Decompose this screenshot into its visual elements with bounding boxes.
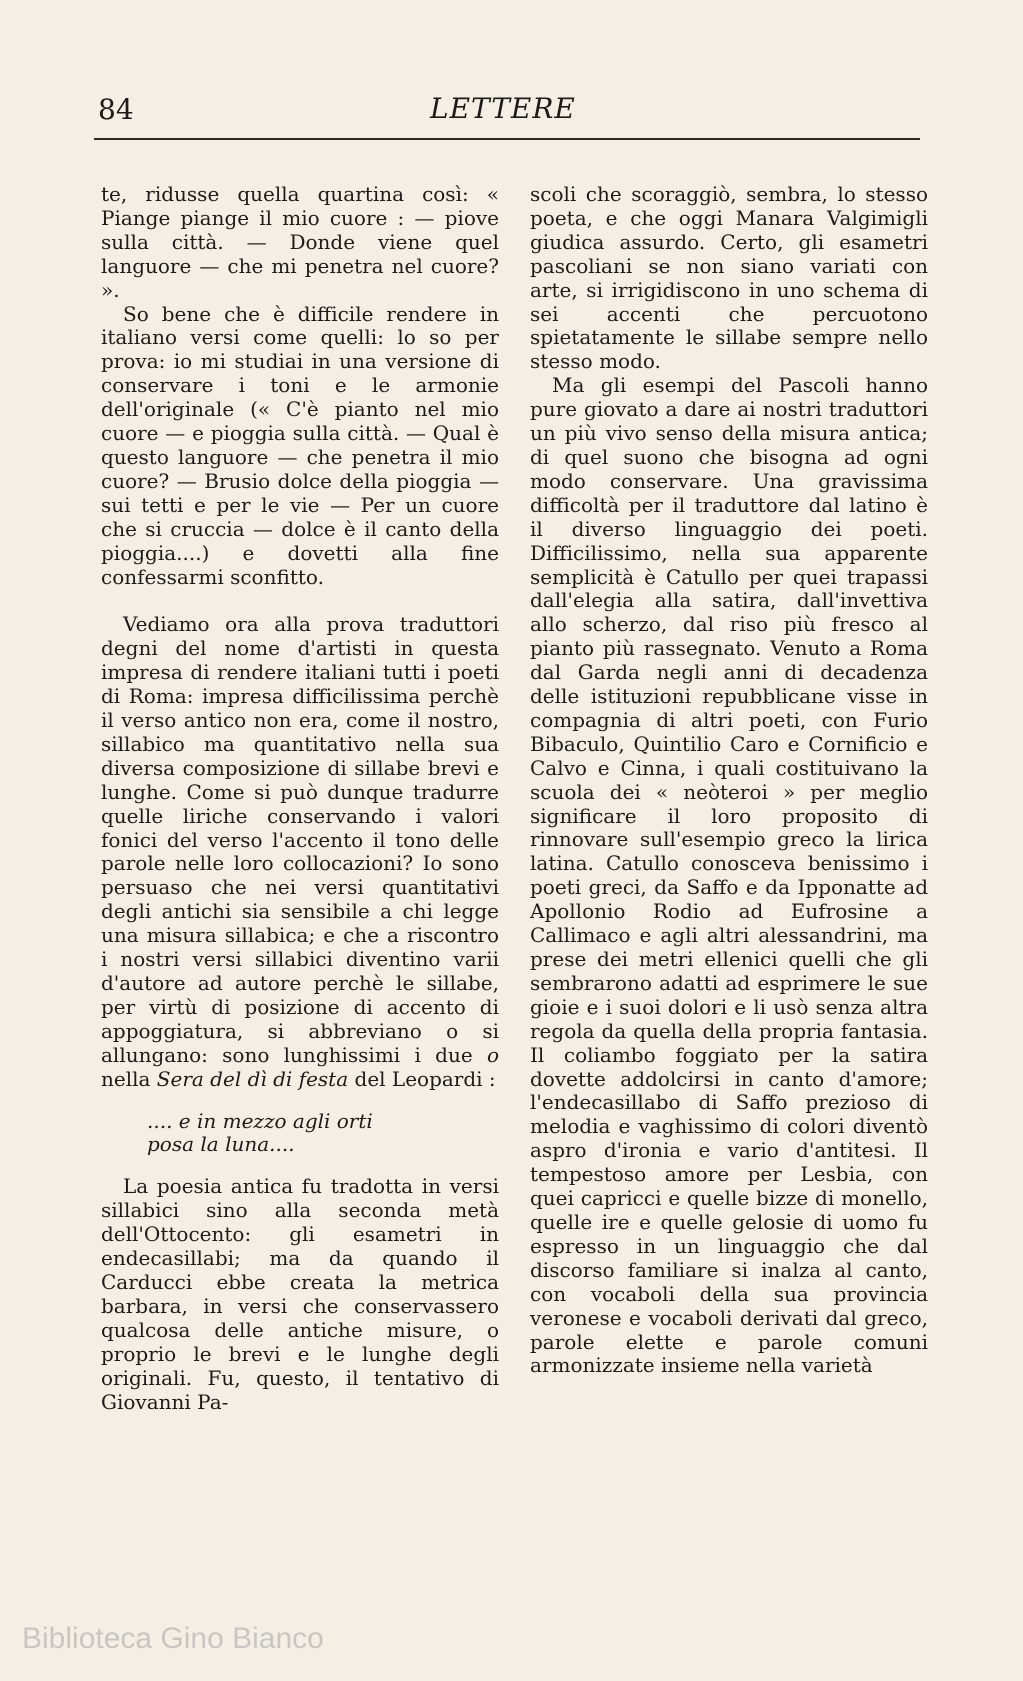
page-number: 84 — [98, 93, 134, 126]
paragraph: te, ridusse quella quartina così: « Piange piange il mio cuore : — piove sulla città. — Donde viene quel languore — che mi penetra nel cuore? ». — [101, 182, 499, 302]
paragraph: So bene che è difficile rendere in italiano versi come quelli: lo so per prova: io mi studiai in una versione di conservare i toni e le armonie dell'originale (« C'è pianto nel mio cuore — e pioggia sulla città. — Qual è questo languore — che penetra il mio cuore? — Brusio dolce della pioggia — sui tetti e per le vie — Per un cuore che si cruccia — dolce è il canto della pioggia....) e dovetti alla fine confessarmi sconfitto. — [101, 301, 499, 589]
paragraph: Ma gli esempi del Pascoli hanno pure giovato a dare ai nostri traduttori un più vivo senso della misura antica; di quel suono che bisogna ad ogni modo conservare. Una gravissima difficoltà per il traduttore dal latino è il diverso linguaggio dei poeti. Difficilissimo, nella sua apparente semplicità è Catullo per quei trapassi dall'elegia alla satira, dall'invettiva allo scherzo, dal riso più fresco al pianto più rassegnato. Venuto a Roma dal Garda negli anni di decadenza delle istituzioni repubblicane visse in compagnia di altri poeti, con Furio Bibaculo, Quintilio Caro e Cornificio e Calvo e Cinna, i quali costituivano la scuola dei « neòteroi » per meglio significare il loro proposito di rinnovare sull'esempio greco la lirica latina. Catullo conosceva benissimo i poeti greci, da Saffo e da Ipponatte ad Apollonio Rodio ad Eufrosine a Callimaco e agli altri alessandrini, ma prese dei metri ellenici quelli che gli sembrarono adatti ad esprimere le sue gioie e i suoi dolori e li usò senza altra regola da quella della propria fantasia. Il coliambo foggiato per la satira dovette addolcirsi in canto d'amore; l'endecasillabo di Saffo prezioso di melodia e vaghissimo di colori diventò aspro d'ironia e vario d'antitesi. Il tempestoso amore per Lesbia, con quei capricci e quelle bizze di monello, quelle ire e quelle gelosie di uomo fu espresso in un linguaggio che dal discorso familiare si inalza al canto, con vocaboli della sua provincia veronese e vocaboli derivati dal greco, parole elette e parole comuni armonizzate insieme nella varietà — [530, 373, 928, 1378]
italic-word: o — [486, 1042, 500, 1067]
quote-line: posa la luna.... — [147, 1132, 295, 1157]
library-watermark: Biblioteca Gino Bianco — [22, 1622, 324, 1655]
paragraph: scoli che scoraggiò, sembra, lo stesso poeta, e che oggi Manara Valgimigli giudica assurdo. Certo, gli esametri pascoliani se non siano variati con arte, si irrigidiscono in uno schema di sei accenti che percuotono spietatamente le sillabe sempre nello stesso modo. — [530, 182, 928, 374]
work-title: Sera del dì di festa — [156, 1066, 349, 1091]
verse-quote — [147, 1110, 499, 1158]
left-column — [101, 183, 499, 1414]
paragraph-text: nella — [101, 1066, 151, 1091]
paragraph-text: del Leopardi : — [354, 1066, 496, 1091]
header-rule — [94, 138, 920, 140]
paragraph — [101, 613, 499, 1091]
paragraph-gap — [101, 589, 499, 613]
paragraph: La poesia antica fu tradotta in versi sillabici sino alla seconda metà dell'Ottocento: gli esametri in endecasillabi; ma da quando il Carducci ebbe creata la metrica barbara, in versi che conservassero qualcosa delle antiche misure, o proprio le brevi e le lunghe degli originali. Fu, questo, il tentativo di Giovanni Pa- — [101, 1174, 499, 1414]
quote-line: .... e in mezzo agli orti — [147, 1108, 373, 1133]
right-column — [530, 183, 928, 1378]
paragraph-text: Vediamo ora alla prova traduttori degni del nome d'artisti in questa impresa di rendere italiani tutti i poeti di Roma: impresa difficilissima perchè il verso antico non era, come il nostro, sillabico ma quantitativo nella sua diversa composizione di sillabe brevi e lunghe. Come si può dunque tradurre quelle liriche conservando i valori fonici del verso l'accento il tono delle parole nelle loro collocazioni? Io sono persuaso che nei versi quantitativi degli antichi sia sensibile a chi legge una misura sillabica; e che a riscontro i nostri versi sillabici diventino varii d'autore ad autore perchè le sillabe, per virtù di posizione di accento di appoggiatura, si abbreviano o si allungano: sono lunghissimi i due — [101, 612, 499, 1067]
running-title: LETTERE — [430, 92, 576, 125]
